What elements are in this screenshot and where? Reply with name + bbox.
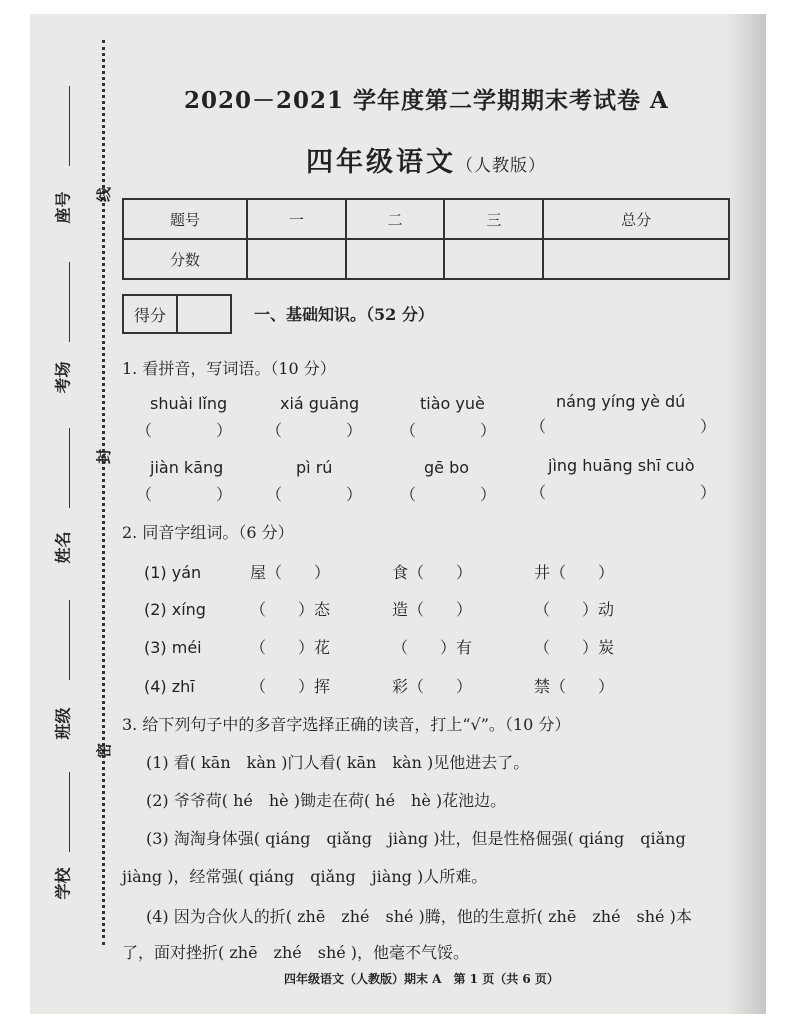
pinyin-item: pì rú <box>296 458 333 477</box>
seal-dotted-line <box>102 40 105 945</box>
subject-name: 四年级语文 <box>306 147 456 178</box>
name-blank <box>69 428 70 508</box>
question-2-title: 2. 同音字组词。（6 分） <box>122 523 294 542</box>
score-table-score-row <box>123 239 729 279</box>
homophone-row <box>144 635 614 658</box>
homophone-blank[interactable]: （ ）炭 <box>534 638 615 657</box>
section-score-box <box>122 294 232 334</box>
page-shadow <box>726 14 766 1014</box>
score-table-cell: 一 <box>247 199 346 239</box>
section-title: 一、基础知识。（52 分） <box>254 305 434 324</box>
seat-blank <box>69 86 70 166</box>
polyphone-sentence: 了，面对挫折( zhē zhé shé )，他毫不气馁。 <box>122 943 470 962</box>
homophone-blank[interactable]: 禁（ ） <box>534 677 615 696</box>
school-blank <box>69 772 70 852</box>
edition-label: （人教版） <box>456 156 546 176</box>
question-3-title: 3. 给下列句子中的多音字选择正确的读音，打上“√”。（10 分） <box>122 715 571 734</box>
homophone-pinyin: (2) xíng <box>144 600 206 619</box>
pinyin-item: xiá guāng <box>280 394 360 413</box>
class-label: 班级 <box>53 707 73 740</box>
answer-blank[interactable]: （ ） <box>530 417 718 436</box>
pinyin-item: jiàn kāng <box>150 458 224 477</box>
homophone-pinyin: (4) zhī <box>144 677 195 696</box>
polyphone-sentence: jiàng )，经常强( qiáng qiǎng jiàng )人所难。 <box>122 867 488 886</box>
pinyin-item: shuài lǐng <box>150 394 228 413</box>
homophone-pinyin: (1) yán <box>144 563 202 582</box>
homophone-blank[interactable]: 食（ ） <box>392 563 473 582</box>
answer-blank[interactable]: （ ） <box>136 485 233 504</box>
homophone-blank[interactable]: （ ）挥 <box>250 677 331 696</box>
homophone-blank[interactable]: （ ）动 <box>534 600 615 619</box>
answer-blank[interactable]: （ ） <box>400 421 497 440</box>
exam-room-label: 考场 <box>53 361 73 394</box>
score-blank-cell[interactable] <box>247 239 346 279</box>
homophone-blank[interactable]: 屋（ ） <box>250 563 331 582</box>
answer-blank[interactable]: （ ） <box>266 421 363 440</box>
score-table-header-row <box>123 199 729 239</box>
polyphone-sentence: (2) 爷爷荷( hé hè )锄走在荷( hé hè )花池边。 <box>146 791 507 810</box>
polyphone-sentence: (1) 看( kān kàn )门人看( kān kàn )见他进去了。 <box>146 753 530 772</box>
question-1-title: 1. 看拼音，写词语。（10 分） <box>122 359 336 378</box>
name-label: 姓名 <box>53 531 73 564</box>
pinyin-item: gē bo <box>424 458 470 477</box>
answer-blank[interactable]: （ ） <box>136 421 233 440</box>
polyphone-sentence: (4) 因为合伙人的折( zhē zhé shé )腾，他的生意折( zhē zhé shé )本 <box>146 907 692 926</box>
pinyin-item: jìng huāng shī cuò <box>548 456 695 475</box>
score-blank-cell[interactable] <box>543 239 729 279</box>
homophone-blank[interactable]: 井（ ） <box>534 563 615 582</box>
section-score-label: 得分 <box>124 296 178 332</box>
answer-blank[interactable]: （ ） <box>266 485 363 504</box>
homophone-blank[interactable]: （ ）有 <box>392 638 473 657</box>
pinyin-item: náng yíng yè dú <box>556 392 686 411</box>
seat-label: 座号 <box>53 191 73 224</box>
homophone-pinyin: (3) méi <box>144 638 202 657</box>
homophone-blank[interactable]: （ ）态 <box>250 600 331 619</box>
score-table-cell: 三 <box>444 199 543 239</box>
homophone-row <box>144 674 614 697</box>
polyphone-sentence: (3) 淘淘身体强( qiáng qiǎng jiàng )壮，但是性格倔强( qiáng qiǎng <box>146 829 686 848</box>
homophone-row <box>144 597 614 620</box>
answer-blank[interactable]: （ ） <box>530 483 718 502</box>
score-table <box>122 198 730 280</box>
exam-title: 2020－2021 学年度第二学期期末考试卷 A <box>184 87 669 114</box>
score-blank-cell[interactable] <box>346 239 445 279</box>
homophone-blank[interactable]: （ ）花 <box>250 638 331 657</box>
exam-subject <box>306 140 546 179</box>
score-table-cell: 题号 <box>123 199 247 239</box>
homophone-row <box>144 560 614 583</box>
seal-char-line: 线 <box>95 186 114 203</box>
score-table-cell: 二 <box>346 199 445 239</box>
homophone-blank[interactable]: 彩（ ） <box>392 677 473 696</box>
page-footer: 四年级语文（人教版）期末 A 第 1 页（共 6 页） <box>284 972 559 986</box>
seal-char-mi: 密 <box>95 742 114 759</box>
school-label: 学校 <box>53 867 73 900</box>
score-blank-cell[interactable] <box>444 239 543 279</box>
score-table-cell: 总分 <box>543 199 729 239</box>
score-table-cell: 分数 <box>123 239 247 279</box>
section-score-blank[interactable] <box>178 296 230 332</box>
seal-char-feng: 封 <box>95 448 114 465</box>
class-blank <box>69 600 70 680</box>
pinyin-item: tiào yuè <box>420 394 485 413</box>
exam-room-blank <box>69 262 70 342</box>
homophone-blank[interactable]: 造（ ） <box>392 600 473 619</box>
answer-blank[interactable]: （ ） <box>400 485 497 504</box>
